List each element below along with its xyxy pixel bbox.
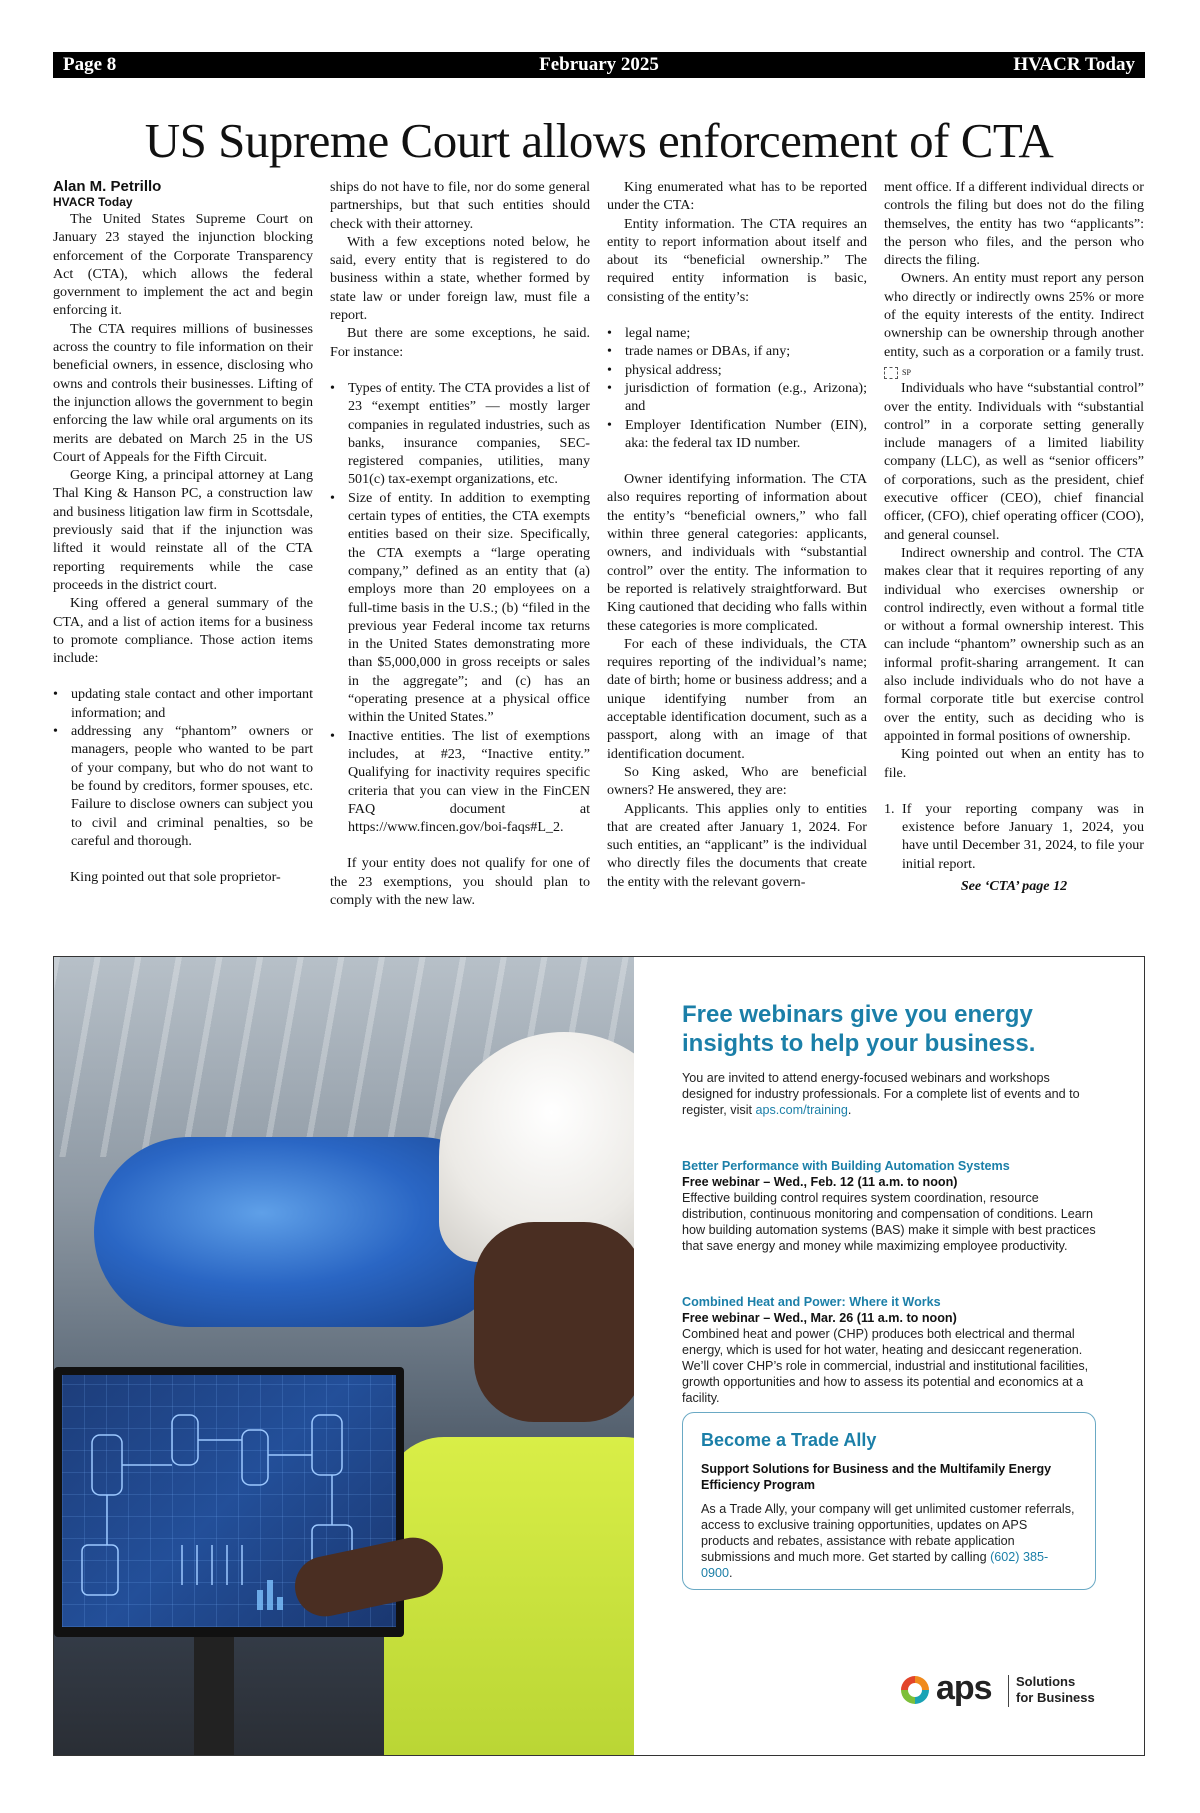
ad-content: [642, 957, 1144, 1755]
article-column-1: [53, 178, 313, 886]
webinar-1-description: Effective building control requires system coordination, resource distribution, continuous monitoring and compensation of conditions. Learn how building automation systems (BAS) make it simple with best practices that save energy and money while maximizing employee productivity.: [682, 1191, 1096, 1253]
logo-divider: [1008, 1675, 1009, 1707]
trade-ally-title: Become a Trade Ally: [701, 1430, 877, 1450]
article-column-4: [884, 178, 1144, 895]
paragraph: Owner identifying information. The CTA also requires reporting of information about the entity’s “beneficial owners,” who fall within three general categories: applicants, owners, and individuals with “substantial control” over the entity. The information to be reported is relatively straightforward. But King cautioned that deciding who falls within these categories is more complicated.: [607, 471, 867, 634]
webinar-2-heading: Combined Heat and Power: Where it Works: [682, 1295, 941, 1309]
list-item: • Employer Identification Number (EIN), aka: the federal tax ID number.: [607, 416, 867, 453]
paragraph: George King, a principal attorney at Lang Thal King & Hanson PC, a construction law and business litigation law firm in Scottsdale, previously said that if the injunction was lifted it would reinstate all of the CTA reporting requirements while the case proceeds in the district court.: [53, 467, 313, 593]
paragraph: [884, 269, 1144, 379]
aps-tagline-line-1: Solutions: [1016, 1674, 1076, 1689]
list-item: • Types of entity. The CTA provides a list of 23 “exempt entities” — mostly larger companies in regulated industries, such as banks, insurance companies, SEC-registered companies, utilities, many 501(c) tax-exempt organizations, etc.: [330, 379, 590, 489]
action-items-list: [53, 685, 313, 850]
page-header-bar: [53, 52, 1145, 78]
page-number: Page 8: [63, 54, 117, 75]
trade-ally-end: .: [729, 1566, 733, 1580]
paragraph: With a few exceptions noted below, he said, every entity that is registered to do business within a state, whether formed by state law or under foreign law, must file a report.: [330, 233, 590, 324]
paragraph: King pointed out that sole proprietor-: [70, 869, 281, 886]
trade-ally-box: [682, 1412, 1096, 1590]
paragraph-text: Owners. An entity must report any person who directly or indirectly owns 25% or more of the equity interests of the entity. Indirect ownership can be ownership through another entity, such as a corporation or a family trust.: [884, 270, 1144, 360]
aps-advertisement: [53, 956, 1145, 1756]
ad-intro-end: .: [847, 1103, 852, 1117]
placeholder-glyph: SP: [884, 367, 898, 379]
list-item: • physical address;: [607, 361, 867, 379]
paragraph: Individuals who have “substantial control” over the entity. Individuals with “substantial control” in a corporate setting generally include managers of a limited liability company (LLC), as well as “senior officers” of corporations, such as the president, chief executive officer (CEO), chief financial officer, (CFO), chief operating officer (COO), and general counsel.: [884, 380, 1144, 543]
paragraph: King offered a general summary of the CTA, and a list of action items for a business to promote compliance. Those action items include:: [53, 595, 313, 667]
author-name: Alan M. Petrillo: [53, 178, 162, 195]
aps-logo: [898, 1667, 1098, 1717]
trade-ally-text: As a Trade Ally, your company will get unlimited customer referrals, access to exclusive training opportunities, updates on APS products and rebates, assistance with rebate application submissions and much more. Get started by calling: [701, 1502, 1075, 1564]
paragraph: ment office. If a different individual directs or controls the filing but does not do the filing themselves, the entity has two “applicants”: the person who files, and the person who directs the filing.: [884, 179, 1144, 269]
training-link[interactable]: aps.com/training: [755, 1103, 848, 1117]
webinar-2-description: Combined heat and power (CHP) produces both electrical and thermal energy, which is used for hot water, heating and desiccant regeneration. We’ll cover CHP’s role in commercial, industrial and institutional facilities, growth opportunities and how to assess its potential and economics at a facility.: [682, 1327, 1089, 1405]
webinar-1-heading: Better Performance with Building Automation Systems: [682, 1159, 1010, 1173]
paragraph: But there are some exceptions, he said. For instance:: [330, 325, 590, 360]
paragraph: For each of these individuals, the CTA requires reporting of the individual’s name; date of birth; home or business address; and a unique identifying number from an acceptable identification document, such as a passport, along with an image of that identification document.: [607, 635, 867, 762]
aps-tagline: [1016, 1674, 1095, 1706]
list-item-text: If your reporting company was in existence before January 1, 2024, you have until December 31, 2024, to file your initial report.: [902, 800, 1144, 872]
trade-ally-subtitle: Support Solutions for Business and the Multifamily Energy Efficiency Program: [701, 1462, 1052, 1492]
list-item: • Inactive entities. The list of exemptions includes, at #23, “Inactive entity.” Qualifying for inactivity requires specific criteria that you can view in the FinCEN FAQ document at https://www.fincen.gov/boi-faqs#L_2.: [330, 727, 590, 837]
trade-ally-body: [701, 1501, 1077, 1581]
ad-intro-text: You are invited to attend energy-focused webinars and workshops designed for industry professionals. For a complete list of events and to register, visit: [682, 1071, 1080, 1117]
filing-deadline-list: [884, 800, 1144, 873]
publication-name: HVACR Today: [1013, 54, 1135, 75]
list-item: • updating stale contact and other important information; and: [53, 685, 313, 722]
ad-photo-technician-monitor: [54, 957, 634, 1755]
trade-ally-phone[interactable]: (602) 385-0900: [701, 1550, 1049, 1580]
paragraph: So King asked, Who are beneficial owners? He answered, they are:: [607, 763, 867, 799]
author-affiliation: HVACR Today: [53, 195, 133, 209]
paragraph: King pointed out when an entity has to file.: [884, 746, 1144, 781]
paragraph: Entity information. The CTA requires an entity to report information about itself and about its “beneficial ownership.” The required entity information is basic, consisting of the entity’s:: [607, 215, 867, 305]
list-item: • jurisdiction of formation (e.g., Arizona); and: [607, 379, 867, 416]
issue-date: February 2025: [539, 54, 659, 75]
article-column-3: [607, 178, 867, 891]
list-item: [884, 800, 1144, 873]
paragraph: Applicants. This applies only to entities that are created after January 1, 2024. For such entities, an “applicant” is the individual who directly files the documents that create the entity with the relevant govern-: [607, 800, 867, 890]
entity-info-list: [607, 324, 867, 452]
list-item: • addressing any “phantom” owners or managers, people who wanted to be part of your company, but who do not want to be found by creditors, former spouses, etc. Failure to disclose owners can subject you to civil and criminal penalties, so be careful and thorough.: [53, 722, 313, 850]
aps-tagline-line-2: for Business: [1016, 1690, 1095, 1705]
paragraph: ships do not have to file, nor do some general partnerships, but that such entities should check with their attorney.: [330, 179, 590, 232]
paragraph: If your entity does not qualify for one of the 23 exemptions, you should plan to comply with the new law.: [330, 855, 590, 908]
webinar-2: [682, 1294, 1102, 1406]
article-column-2: [330, 178, 590, 909]
list-item: • legal name;: [607, 324, 867, 342]
ad-title: Free webinars give you energy insights to help your business.: [682, 1001, 1036, 1057]
webinar-1-date: Free webinar – Wed., Feb. 12 (11 a.m. to noon): [682, 1175, 958, 1189]
monitor-stand: [194, 1637, 234, 1755]
continued-on-link[interactable]: See ‘CTA’ page 12: [960, 877, 1068, 894]
exceptions-list: [330, 379, 590, 836]
ad-intro: [682, 1070, 1102, 1118]
article-headline: US Supreme Court allows enforcement of CTA: [144, 113, 1054, 168]
webinar-2-date: Free webinar – Wed., Mar. 26 (11 a.m. to noon): [682, 1311, 957, 1325]
list-number: 1.: [884, 800, 895, 817]
paragraph: Indirect ownership and control. The CTA makes clear that it requires reporting of any individual who exercises ownership or control indirectly, even without a formal title or without a formal ownership interest. This can include “phantom” ownership such as an informal profit-sharing arrangement. It can also include individuals who do not have a formal corporate title but exercise control over the entity, such as deciding who is appointed in formal positions of ownership.: [884, 544, 1144, 744]
paragraph: King enumerated what has to be reported under the CTA:: [607, 179, 867, 214]
paragraph: The United States Supreme Court on January 23 stayed the injunction blocking enforcement of the Corporate Transparency Act (CTA), which allows the federal government to implement the act and begin enforcing it.: [53, 211, 313, 319]
list-item: • Size of entity. In addition to exempting certain types of entities, the CTA exempts entities based on their size. Specifically, the CTA exempts a “large operating company,” defined as an entity that (a) employs more than 20 employees on a full-time basis in the U.S.; (b) “filed in the previous year Federal income tax returns in the United States demonstrating more than $5,000,000 in gross receipts or sales in the aggregate”; and (c) has an “operating presence at a physical office within the United States.”: [330, 489, 590, 727]
paragraph: The CTA requires millions of businesses across the country to file information on their beneficial owners, in essence, disclosing who owns and controls their businesses. Lifting of the injunction allows the government to begin enforcing the law while oral arguments on its merits are debated on March 25 in the US Court of Appeals for the Fifth Circuit.: [53, 320, 313, 465]
webinar-1: [682, 1158, 1102, 1254]
aps-sun-icon: [898, 1673, 932, 1707]
aps-wordmark: aps: [936, 1669, 992, 1707]
list-item: • trade names or DBAs, if any;: [607, 342, 867, 360]
worker-head: [474, 1222, 634, 1422]
